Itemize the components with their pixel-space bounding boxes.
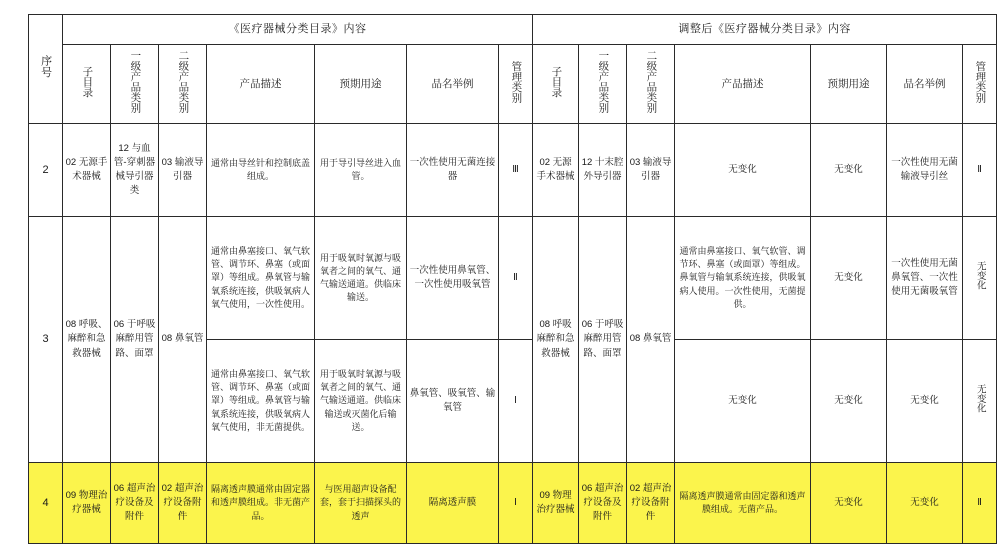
header-left-category1: 一级产品类别 [111, 45, 159, 124]
header-right-category1: 一级产品类别 [579, 45, 627, 124]
cell-right-intended-use: 无变化 [811, 463, 887, 544]
cell-left-description: 隔离透声膜通常由固定器和透声膜组成。非无菌产品。 [207, 463, 315, 544]
cell-right-intended-use: 无变化 [811, 217, 887, 340]
header-seq [29, 15, 63, 124]
table-row [29, 124, 997, 217]
cell-right-category2: 08 鼻氧管 [627, 217, 675, 463]
cell-left-management-class: Ⅰ [499, 463, 533, 544]
cell-left-subcatalog: 08 呼吸、麻醉和急救器械 [63, 217, 111, 463]
header-left-category2: 二级产品类别 [159, 45, 207, 124]
cell-left-description: 通常由鼻塞接口、氧气软管、调节环、鼻塞（或面罩）等组成。鼻氧管与输氧系统连接，供吸氧病人氧气使用，非无菌提供。 [207, 340, 315, 463]
cell-left-intended-use: 与医用超声设备配套，套于扫描探头的透声 [315, 463, 407, 544]
header-left-product-name-example: 品名举例 [407, 45, 499, 124]
cell-left-category1: 06 于呼吸麻醉用管路、面罩 [111, 217, 159, 463]
cell-left-product-name-example: 隔离透声膜 [407, 463, 499, 544]
header-left-management-class: 管理类别 [499, 45, 533, 124]
cell-right-product-name-example: 一次性使用无菌鼻氧管、一次性使用无菌吸氧管 [887, 217, 963, 340]
cell-left-category2: 03 输液导引器 [159, 124, 207, 217]
cell-left-description: 通常由导丝针和控制底盖组成。 [207, 124, 315, 217]
cell-left-category2: 08 鼻氧管 [159, 217, 207, 463]
header-group-left: 《医疗器械分类目录》内容 [63, 15, 533, 45]
cell-right-management-class: 无变化 [963, 217, 997, 340]
cell-right-subcatalog: 02 无源手术器械 [533, 124, 579, 217]
cell-right-category2: 02 超声治疗设备附件 [627, 463, 675, 544]
header-left-description: 产品描述 [207, 45, 315, 124]
table-row [29, 217, 997, 340]
cell-left-product-name-example: 一次性使用无菌连接器 [407, 124, 499, 217]
cell-right-subcatalog: 08 呼吸麻醉和急救器械 [533, 217, 579, 463]
cell-left-category2: 02 超声治疗设备附件 [159, 463, 207, 544]
row-seq: 2 [29, 124, 63, 217]
cell-right-description: 隔离透声膜通常由固定器和透声膜组成。无菌产品。 [675, 463, 811, 544]
header-left-subcatalog: 子目录 [63, 45, 111, 124]
cell-right-product-name-example: 无变化 [887, 340, 963, 463]
cell-right-intended-use: 无变化 [811, 340, 887, 463]
cell-left-category1: 06 超声治疗设备及附件 [111, 463, 159, 544]
cell-left-description: 通常由鼻塞接口、氧气软管、调节环、鼻塞（或面罩）等组成。鼻氧管与输氧系统连接，供吸氧病人氧气使用，一次性使用。 [207, 217, 315, 340]
cell-right-intended-use: 无变化 [811, 124, 887, 217]
header-right-product-name-example: 品名举例 [887, 45, 963, 124]
header-right-category2: 二级产品类别 [627, 45, 675, 124]
header-right-description: 产品描述 [675, 45, 811, 124]
table-group-header-row [29, 15, 997, 45]
cell-right-category2: 03 输液导引器 [627, 124, 675, 217]
cell-right-subcatalog: 09 物理治疗器械 [533, 463, 579, 544]
header-left-intended-use: 预期用途 [315, 45, 407, 124]
table-row [29, 463, 997, 544]
cell-right-product-name-example: 一次性使用无菌输液导引丝 [887, 124, 963, 217]
cell-left-management-class: Ⅲ [499, 124, 533, 217]
cell-right-description: 通常由鼻塞接口、氧气软管、调节环、鼻塞（或面罩）等组成。鼻氧管与输氧系统连接，供吸氧病人使用。一次性使用，无菌提供。 [675, 217, 811, 340]
row-seq: 3 [29, 217, 63, 463]
cell-right-category1: 06 于呼吸麻醉用管路、面罩 [579, 217, 627, 463]
header-right-intended-use: 预期用途 [811, 45, 887, 124]
cell-right-product-name-example: 无变化 [887, 463, 963, 544]
header-seq-label: 序号 [39, 55, 52, 79]
cell-left-management-class: Ⅱ [499, 217, 533, 340]
cell-right-category1: 06 超声治疗设备及附件 [579, 463, 627, 544]
cell-left-subcatalog: 09 物理治疗器械 [63, 463, 111, 544]
cell-right-description: 无变化 [675, 124, 811, 217]
cell-left-category1: 12 与血管-穿刺器械导引器类 [111, 124, 159, 217]
cell-right-management-class: Ⅱ [963, 124, 997, 217]
cell-left-intended-use: 用于吸氧时氧源与吸氧者之间的氧气、通气输送通道。供临床输送或灭菌化后输送。 [315, 340, 407, 463]
classification-catalog-table [28, 14, 997, 544]
row-seq: 4 [29, 463, 63, 544]
cell-left-product-name-example: 鼻氧管、吸氧管、输氧管 [407, 340, 499, 463]
cell-left-intended-use: 用于吸氧时氧源与吸氧者之间的氧气、通气输送通道。供临床输送。 [315, 217, 407, 340]
table-column-header-row [29, 45, 997, 124]
cell-left-intended-use: 用于导引导丝进入血管。 [315, 124, 407, 217]
header-right-subcatalog: 子目录 [533, 45, 579, 124]
cell-right-management-class: Ⅱ [963, 463, 997, 544]
cell-right-management-class: 无变化 [963, 340, 997, 463]
header-right-management-class: 管理类别 [963, 45, 997, 124]
cell-left-management-class: Ⅰ [499, 340, 533, 463]
cell-left-product-name-example: 一次性使用鼻氧管、一次性使用吸氧管 [407, 217, 499, 340]
cell-left-subcatalog: 02 无源手术器械 [63, 124, 111, 217]
header-group-right: 调整后《医疗器械分类目录》内容 [533, 15, 997, 45]
cell-right-description: 无变化 [675, 340, 811, 463]
cell-right-category1: 12 十末腔外导引器 [579, 124, 627, 217]
